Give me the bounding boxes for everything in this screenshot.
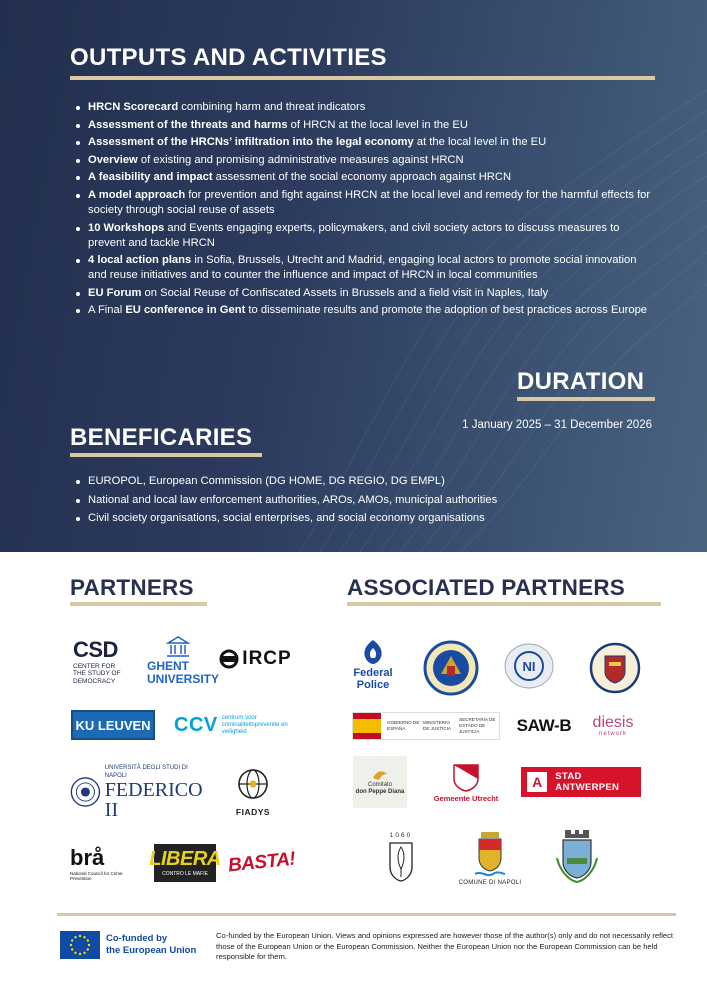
basta-logo: BASTA! bbox=[227, 848, 297, 877]
associated-title: ASSOCIATED PARTNERS bbox=[347, 575, 625, 600]
csd-logo: CSD CENTER FOR THE STUDY OF DEMOCRACY bbox=[73, 636, 121, 685]
utrecht-shield-icon bbox=[451, 762, 481, 792]
bulgaria-seal-icon bbox=[423, 640, 479, 696]
comune-di-napoli-logo: COMUNE DI NAPOLI bbox=[458, 826, 522, 890]
footer-rule bbox=[57, 913, 676, 916]
bulgaria-seal-logo bbox=[421, 638, 481, 698]
spain-ministry-logo: GOBIERNO DE ESPAÑA MINISTERIO DE JUSTICIA SECRETARÍA DE ESTADO DE JUSTICIA bbox=[352, 712, 500, 740]
outputs-rule bbox=[70, 76, 655, 80]
output-item: A feasibility and impact assessment of the social economy approach against HRCN bbox=[72, 170, 657, 185]
svg-text:NI: NI bbox=[522, 659, 536, 674]
don-peppe-diana-logo: Comitato don Peppe Diana bbox=[353, 756, 407, 808]
output-item: EU Forum on Social Reuse of Confiscated Assets in Brussels and a field visit in Naples, Italy bbox=[72, 286, 657, 301]
federico-ii-logo: UNIVERSITÀ DEGLI STUDI DI NAPOLI FEDERICO II bbox=[70, 772, 210, 812]
beneficiaries-list bbox=[72, 474, 657, 530]
partners-rule bbox=[70, 602, 207, 606]
disclaimer-text: Co-funded by the European Union. Views and opinions expressed are however those of the author(s) only and do not necessarily reflect those of the European Union or the European Commission. Neither the European Union nor the European Commission can be held responsible for them. bbox=[216, 931, 674, 961]
duration-rule bbox=[517, 397, 655, 401]
sofia-crest-icon bbox=[387, 839, 415, 883]
police-flame-icon bbox=[362, 639, 384, 665]
dna-seal-icon bbox=[503, 641, 555, 691]
duration-dates: 1 January 2025 – 31 December 2026 bbox=[462, 419, 652, 431]
ircp-mark-icon bbox=[218, 649, 240, 669]
napoli-crest-icon bbox=[475, 830, 505, 878]
output-item: Assessment of the HRCNs’ infiltration into the legal economy at the local level in the EU bbox=[72, 135, 657, 150]
eu-line2: the European Union bbox=[106, 945, 197, 956]
bra-logo: brå National Council for Crime Prevention bbox=[70, 845, 123, 881]
libera-logo: LIBERA CONTRO LE MAFIE bbox=[154, 844, 216, 882]
spain-flag-icon bbox=[353, 713, 381, 739]
output-item: Assessment of the threats and harms of HRCN at the local level in the EU bbox=[72, 118, 657, 133]
output-item: HRCN Scorecard combining harm and threat indicators bbox=[72, 100, 657, 115]
eu-stars-icon bbox=[60, 931, 100, 959]
municipal-crest-logo bbox=[552, 826, 602, 886]
ircp-logo: IRCP bbox=[216, 646, 294, 672]
dna-seal-logo bbox=[501, 640, 557, 692]
outputs-title: OUTPUTS AND ACTIVITIES bbox=[70, 44, 387, 71]
output-item: A Final EU conference in Gent to disseminate results and promote the adoption of best practices across Europe bbox=[72, 303, 657, 318]
diesis-logo: diesis network bbox=[592, 714, 634, 737]
duration-title: DURATION bbox=[517, 368, 645, 395]
beneficiary-item: Civil society organisations, social enterprises, and social economy organisations bbox=[72, 511, 657, 526]
citco-seal-icon bbox=[589, 642, 641, 694]
town-crest-icon bbox=[555, 828, 599, 884]
eu-flag-icon bbox=[60, 931, 100, 959]
ghent-building-icon bbox=[166, 636, 190, 658]
fiadys-logo: FIADYS bbox=[228, 764, 278, 820]
federico-seal-icon bbox=[70, 775, 101, 809]
beneficiary-item: National and local law enforcement authorities, AROs, AMOs, municipal authorities bbox=[72, 493, 657, 508]
beneficiaries-rule bbox=[70, 453, 262, 457]
output-item: Overview of existing and promising administrative measures against HRCN bbox=[72, 153, 657, 168]
peppe-dove-icon bbox=[371, 768, 389, 782]
associated-rule bbox=[347, 602, 661, 606]
output-item: A model approach for prevention and fight against HRCN at the local level and remedy for the harmful effects for society through social reuse of assets bbox=[72, 188, 657, 218]
sofia-municipality-logo: 1060 bbox=[384, 828, 418, 886]
stad-antwerpen-logo: A STAD ANTWERPEN bbox=[521, 767, 641, 797]
partners-title: PARTNERS bbox=[70, 575, 194, 600]
antwerpen-a-icon: A bbox=[527, 772, 547, 792]
output-item: 10 Workshops and Events engaging experts, policymakers, and civil society actors to discuss measures to prevent and tackle HRCN bbox=[72, 221, 657, 251]
ku-leuven-logo: KU LEUVEN bbox=[71, 710, 155, 740]
beneficiary-item: EUROPOL, European Commission (DG HOME, DG REGIO, DG EMPL) bbox=[72, 474, 657, 489]
fiadys-globe-icon bbox=[236, 767, 270, 801]
output-item: 4 local action plans in Sofia, Brussels, Utrecht and Madrid, engaging local actors to promote social innovation and reuse initiatives and to counter the influence and impact of HRCN in local communities bbox=[72, 253, 657, 283]
gemeente-utrecht-logo: Gemeente Utrecht bbox=[430, 760, 502, 804]
outputs-list bbox=[72, 100, 657, 321]
citco-seal-logo bbox=[587, 640, 643, 696]
ccv-logo: CCV centrum voor criminaliteitspreventie en veiligheid bbox=[174, 713, 288, 736]
eu-line1: Co-funded by bbox=[106, 933, 168, 944]
saw-b-logo: SAW-B bbox=[516, 716, 572, 735]
federal-police-logo: Federal Police bbox=[348, 636, 398, 694]
beneficiaries-title: BENEFICARIES bbox=[70, 424, 253, 451]
ghent-university-logo: GHENT UNIVERSITY bbox=[145, 632, 211, 690]
eu-cofunded-logo bbox=[60, 931, 196, 959]
